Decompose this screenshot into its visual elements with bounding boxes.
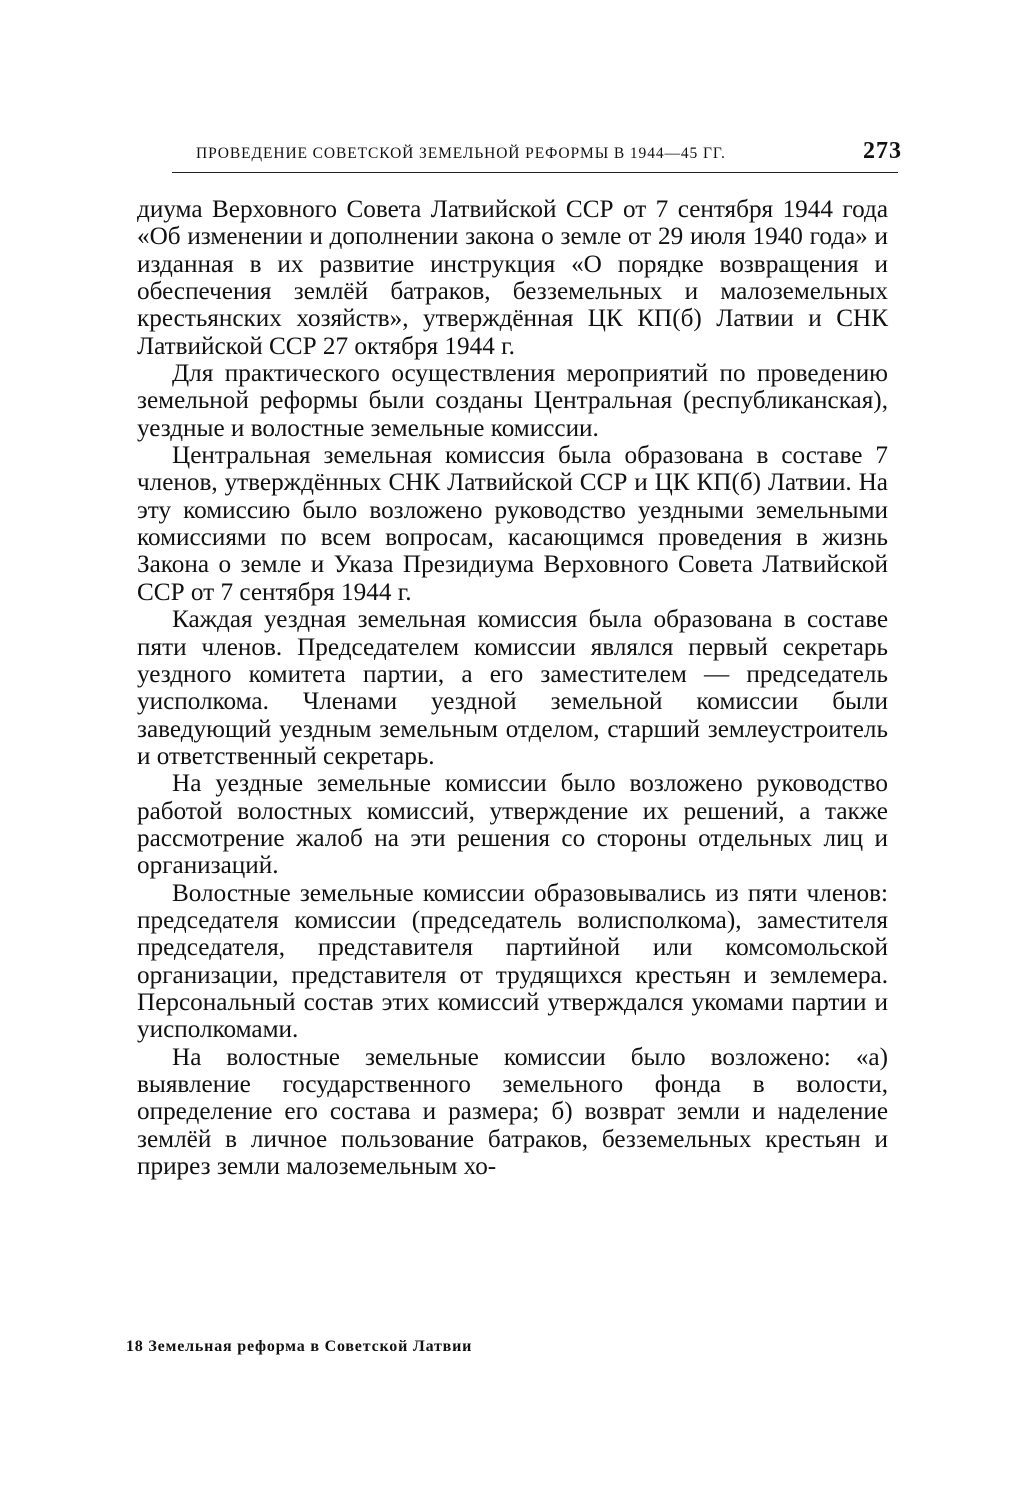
paragraph: На волостные земельные комиссии было возложено: «а) выявление государственного земельного фонда в волости, определение его состава и размера; б) возврат земли и наделение землёй в личное пользование батраков, безземельных крестьян и прирез земли малоземельным хо- xyxy=(137,1043,888,1181)
page-number: 273 xyxy=(863,138,902,164)
paragraph: На уездные земельные комиссии было возложено руководство работой волостных комиссий, утверждение их решений, а также рассмотрение жалоб на эти решения со стороны отдельных лиц и организаций. xyxy=(137,770,888,880)
paragraph-continuation: диума Верховного Совета Латвийской ССР от 7 сентября 1944 года «Об изменении и дополнении закона о земле от 29 июля 1940 года» и изданная в их развитие инструкция «О порядке возвращения и обеспечения землёй батраков, безземельных и малоземельных крестьянских хозяйств», утверждённая ЦК КП(б) Латвии и СНК Латвийской ССР 27 октября 1944 г. xyxy=(137,196,888,360)
running-head-title: ПРОВЕДЕНИЕ СОВЕТСКОЙ ЗЕМЕЛЬНОЙ РЕФОРМЫ В 1944—45 ГГ. xyxy=(196,145,726,162)
paragraph: Центральная земельная комиссия была образована в составе 7 членов, утверждённых СНК Латвийской ССР и ЦК КП(б) Латвии. На эту комиссию было возложено руководство уездными земельными комиссиями по всем вопросам, касающимся проведения в жизнь Закона о земле и Указа Президиума Верховного Совета Латвийской ССР от 7 сентября 1944 г. xyxy=(137,442,888,606)
body-text xyxy=(137,196,888,1180)
header-rule xyxy=(172,172,898,173)
running-head xyxy=(196,138,902,165)
printer-signature: 18 Земельная реформа в Советской Латвии xyxy=(126,1338,473,1355)
paragraph: Волостные земельные комиссии образовывались из пяти членов: председателя комиссии (председатель волисполкома), заместителя председателя, представителя партийной или комсомольской организации, представителя от трудящихся крестьян и землемера. Персональный состав этих комиссий утверждался укомами партии и уисполкомами. xyxy=(137,879,888,1044)
paragraph: Для практического осуществления мероприятий по проведению земельной реформы были созданы Центральная (республиканская), уездные и волостные земельные комиссии. xyxy=(137,360,888,442)
paragraph: Каждая уездная земельная комиссия была образована в составе пяти членов. Председателем комиссии являлся первый секретарь уездного комитета партии, а его заместителем — председатель уисполкома. Членами уездной земельной комиссии были заведующий уездным земельным отделом, старший землеустроитель и ответственный секретарь. xyxy=(137,606,888,770)
